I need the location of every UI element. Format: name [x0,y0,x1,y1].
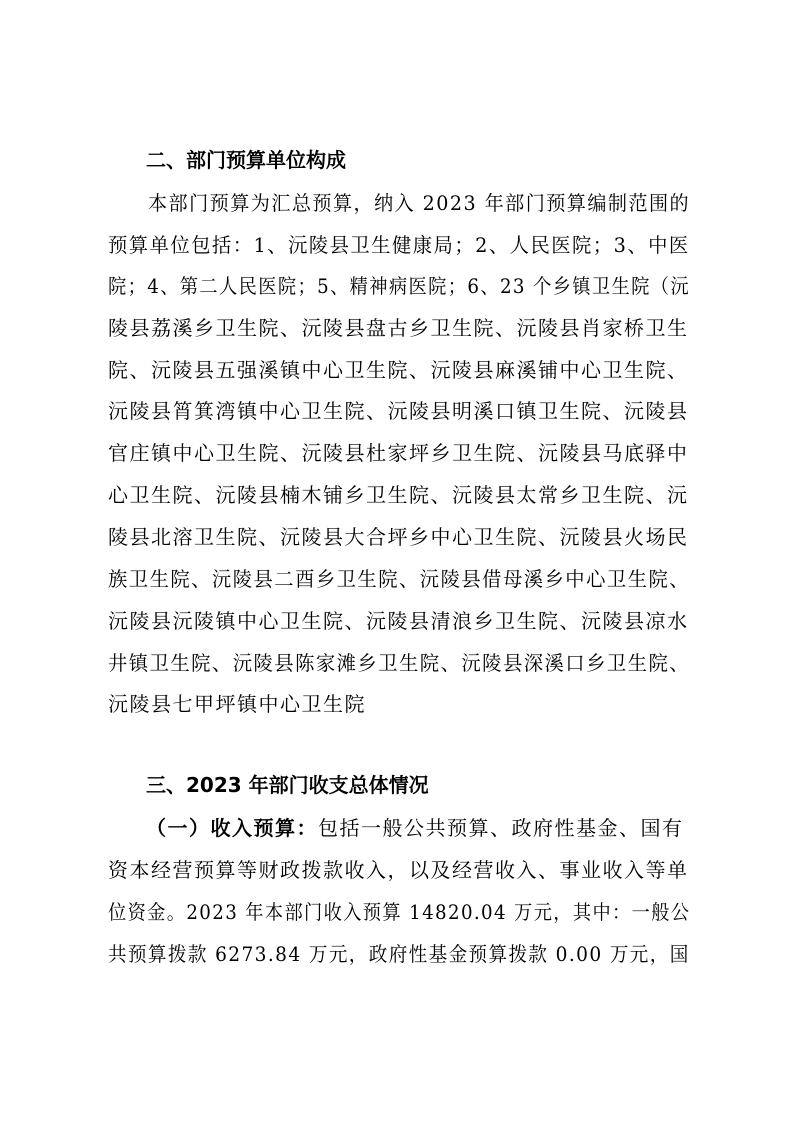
paragraph-line: 沅陵县筲箕湾镇中心卫生院、沅陵县明溪口镇卫生院、沅陵县 [108,399,689,423]
paragraph-line: 井镇卫生院、沅陵县陈家滩乡卫生院、沅陵县深溪口乡卫生院、 [108,651,691,675]
paragraph-line: 资本经营预算等财政拨款收入，以及经营收入、事业收入等单 [108,858,689,882]
paragraph-line: 共预算拨款 6273.84 万元，政府性基金预算拨款 0.00 万元，国 [108,942,690,966]
paragraph-line: 沅陵县沅陵镇中心卫生院、沅陵县清浪乡卫生院、沅陵县凉水 [108,609,689,633]
subsection-text: 包括一般公共预算、政府性基金、国有 [318,816,684,840]
section-heading-revenue-expenditure: 三、2023 年部门收支总体情况 [146,773,429,797]
paragraph-line: 位资金。2023 年本部门收入预算 14820.04 万元，其中：一般公 [108,900,691,924]
subsection-label-income-budget: （一）收入预算： [146,816,318,840]
paragraph-line: 院；4、第二人民医院；5、精神病医院；6、23 个乡镇卫生院（沅 [108,274,690,298]
paragraph-line: 官庄镇中心卫生院、沅陵县杜家坪乡卫生院、沅陵县马底驿中 [108,441,689,465]
paragraph-line: 本部门预算为汇总预算，纳入 2023 年部门预算编制范围的 [148,191,691,215]
paragraph-line: 预算单位包括：1、沅陵县卫生健康局；2、人民医院；3、中医 [108,233,690,257]
paragraph-line: 陵县荔溪乡卫生院、沅陵县盘古乡卫生院、沅陵县肖家桥卫生 [108,316,689,340]
paragraph-line: 心卫生院、沅陵县楠木铺乡卫生院、沅陵县太常乡卫生院、沅 [108,483,689,507]
paragraph-line: 沅陵县七甲坪镇中心卫生院 [108,692,366,716]
subsection-line [146,818,684,838]
paragraph-line: 院、沅陵县五强溪镇中心卫生院、沅陵县麻溪铺中心卫生院、 [108,358,689,382]
section-heading-budget-units: 二、部门预算单位构成 [146,148,346,172]
paragraph-line: 族卫生院、沅陵县二酉乡卫生院、沅陵县借母溪乡中心卫生院、 [108,567,691,591]
paragraph-line: 陵县北溶卫生院、沅陵县大合坪乡中心卫生院、沅陵县火场民 [108,525,689,549]
